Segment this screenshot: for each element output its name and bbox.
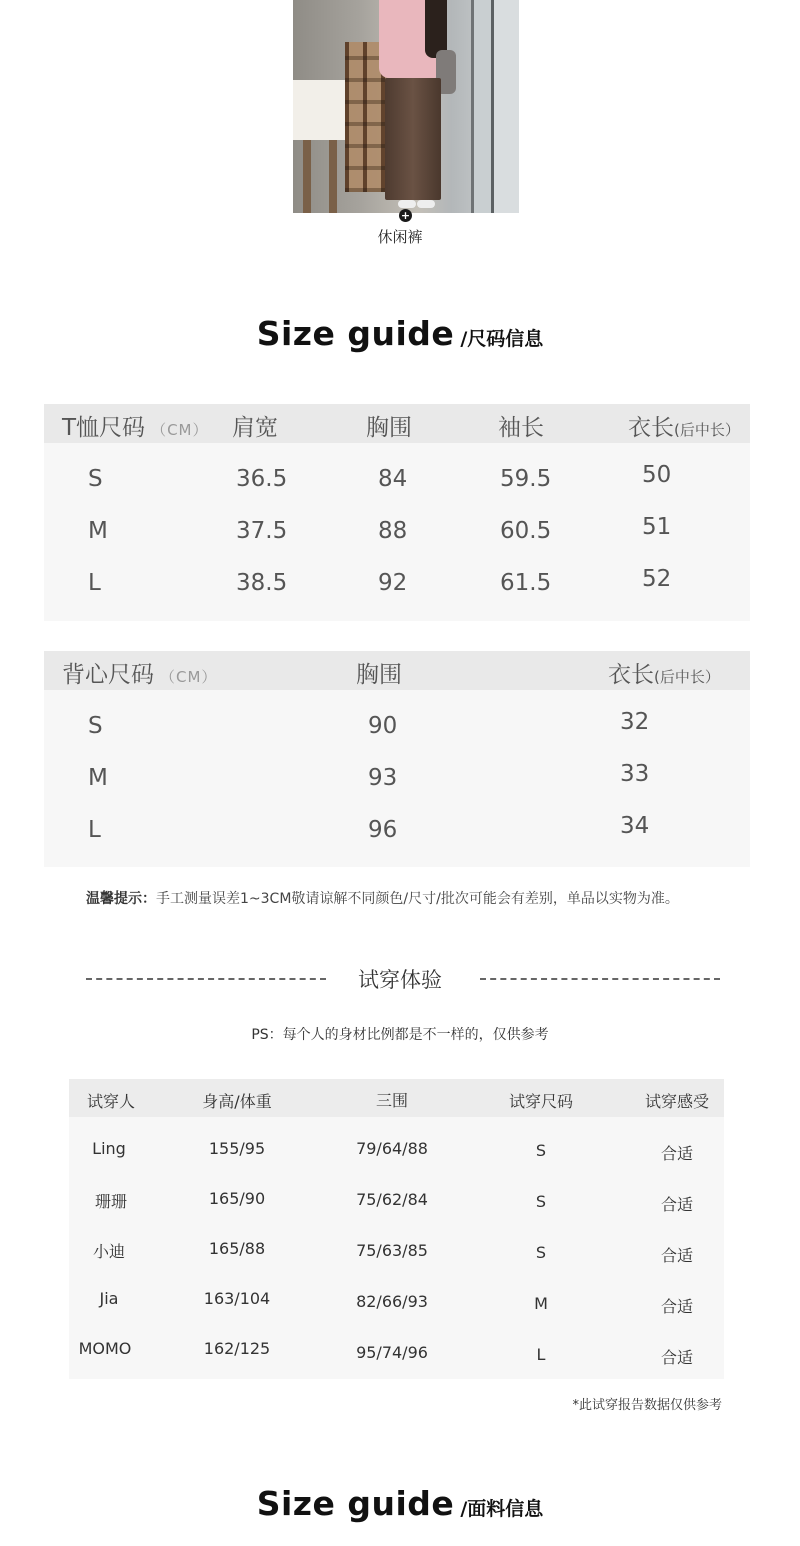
table-row-3-size: M bbox=[534, 1294, 548, 1313]
table-row-1-feel: 合适 bbox=[660, 1195, 694, 1214]
try-on-ps: PS：每个人的身材比例都是不一样的，仅供参考 bbox=[251, 1027, 549, 1043]
try-on-heading bbox=[0, 964, 800, 994]
table-row-3-name: Jia bbox=[99, 1289, 119, 1308]
vest-size-header: 背心尺码 （CM） bbox=[62, 662, 218, 688]
product-photo bbox=[293, 0, 519, 213]
tshirt-length-s: 50 bbox=[642, 462, 672, 488]
tshirt-shoulder-m: 37.5 bbox=[236, 518, 288, 544]
table-row-4-size: L bbox=[536, 1345, 546, 1364]
try-on-note: *此试穿报告数据仅供参考 bbox=[572, 1398, 722, 1413]
table-row-1-size: S bbox=[535, 1192, 547, 1211]
table-row-3-hw: 163/104 bbox=[203, 1289, 271, 1308]
table-row-4-feel: 合适 bbox=[660, 1348, 694, 1367]
table-row-3-meas: 82/66/93 bbox=[356, 1292, 428, 1311]
tip-text: 手工测量误差1~3CM敬请谅解不同颜色/尺寸/批次可能会有差别，单品以实物为准。 bbox=[156, 891, 679, 907]
tshirt-sleeve-m: 60.5 bbox=[500, 518, 552, 544]
vest-size-table bbox=[44, 651, 750, 867]
table-row-2-name: 小迪 bbox=[92, 1242, 126, 1261]
col-tester: 试穿人 bbox=[86, 1092, 136, 1111]
vest-chest-header: 胸围 bbox=[356, 662, 402, 688]
size-guide-title: Size guide bbox=[256, 314, 455, 353]
col-size: 试穿尺码 bbox=[508, 1092, 574, 1111]
vest-chest-l: 96 bbox=[368, 817, 398, 843]
table-row-1-name: 珊珊 bbox=[94, 1192, 128, 1211]
vest-table-header bbox=[44, 651, 750, 690]
table-row-2-meas: 75/63/85 bbox=[356, 1241, 428, 1260]
sleeve-header: 袖长 bbox=[498, 415, 544, 441]
table-row-1-meas: 75/62/84 bbox=[356, 1190, 428, 1209]
tshirt-sleeve-l: 61.5 bbox=[500, 570, 552, 596]
fabric-guide-heading bbox=[0, 1484, 800, 1523]
vest-length-l: 34 bbox=[620, 813, 650, 839]
product-caption[interactable]: 休闲裤 bbox=[377, 228, 423, 246]
size-guide-heading bbox=[0, 314, 800, 353]
tshirt-chest-m: 88 bbox=[378, 518, 408, 544]
measurement-tip bbox=[86, 888, 679, 908]
col-measurements: 三围 bbox=[375, 1091, 409, 1110]
vest-chest-m: 93 bbox=[368, 765, 398, 791]
tshirt-shoulder-l: 38.5 bbox=[236, 570, 288, 596]
tshirt-chest-s: 84 bbox=[378, 466, 408, 492]
size-guide-subtitle: /尺码信息 bbox=[460, 328, 544, 350]
chest-header: 胸围 bbox=[366, 415, 412, 441]
plus-circle-icon[interactable]: + bbox=[400, 209, 411, 222]
table-row-4-meas: 95/74/96 bbox=[356, 1343, 428, 1362]
table-row-0-name: Ling bbox=[92, 1139, 126, 1158]
vest-size-l: L bbox=[88, 817, 101, 843]
tshirt-length-m: 51 bbox=[642, 514, 672, 540]
vest-chest-s: 90 bbox=[368, 713, 398, 739]
vest-size-s: S bbox=[88, 713, 103, 739]
table-row-2-feel: 合适 bbox=[660, 1246, 694, 1265]
tshirt-table-header bbox=[44, 404, 750, 443]
table-row-4-hw: 162/125 bbox=[203, 1339, 271, 1358]
vest-size-m: M bbox=[88, 765, 108, 791]
table-row-2-size: S bbox=[535, 1243, 547, 1262]
table-row-3-feel: 合适 bbox=[660, 1297, 694, 1316]
table-row-0-meas: 79/64/88 bbox=[356, 1139, 428, 1158]
shoulder-header: 肩宽 bbox=[232, 415, 278, 441]
table-row-0-size: S bbox=[535, 1141, 547, 1160]
col-height-weight: 身高/体重 bbox=[202, 1092, 272, 1111]
tshirt-chest-l: 92 bbox=[378, 570, 408, 596]
table-row-0-feel: 合适 bbox=[660, 1144, 694, 1163]
tshirt-size-s: S bbox=[88, 466, 103, 492]
table-row-4-name: MOMO bbox=[78, 1339, 132, 1358]
fabric-guide-subtitle: /面料信息 bbox=[460, 1498, 544, 1520]
tshirt-size-m: M bbox=[88, 518, 108, 544]
tshirt-shoulder-s: 36.5 bbox=[236, 466, 288, 492]
col-feeling: 试穿感受 bbox=[644, 1092, 710, 1111]
length-header: 衣长(后中长） bbox=[628, 415, 740, 441]
tshirt-size-l: L bbox=[88, 570, 101, 596]
vest-length-m: 33 bbox=[620, 761, 650, 787]
tshirt-length-l: 52 bbox=[642, 566, 672, 592]
vest-length-header: 衣长(后中长） bbox=[608, 662, 720, 688]
table-row-2-hw: 165/88 bbox=[208, 1239, 266, 1258]
right-dashed-divider bbox=[480, 978, 720, 980]
tshirt-size-header: T恤尺码 （CM） bbox=[62, 415, 209, 441]
tshirt-size-table bbox=[44, 404, 750, 621]
try-on-table bbox=[69, 1079, 724, 1379]
table-row-0-hw: 155/95 bbox=[208, 1139, 266, 1158]
tshirt-sleeve-s: 59.5 bbox=[500, 466, 552, 492]
table-row-1-hw: 165/90 bbox=[208, 1189, 266, 1208]
vest-length-s: 32 bbox=[620, 709, 650, 735]
try-on-title: 试穿体验 bbox=[358, 968, 442, 992]
fabric-guide-title: Size guide bbox=[256, 1484, 455, 1523]
try-on-table-header bbox=[69, 1079, 724, 1117]
tip-label: 温馨提示： bbox=[86, 891, 156, 907]
